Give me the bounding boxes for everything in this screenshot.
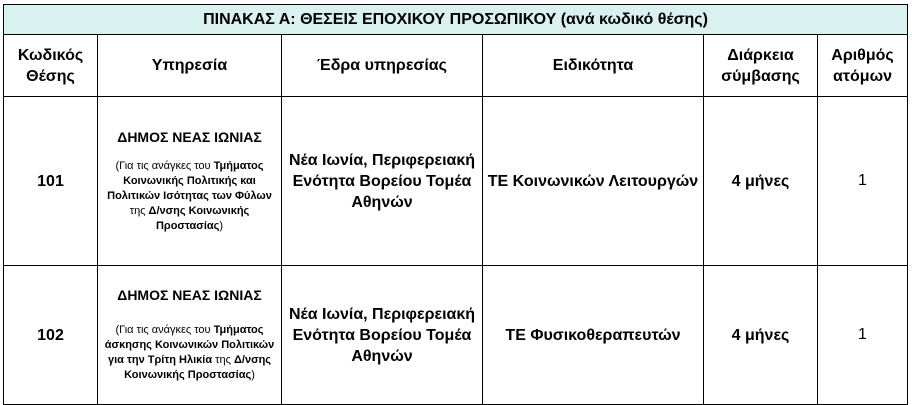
cell-service — [98, 97, 282, 266]
header-count: Αριθμός ατόμων — [818, 35, 908, 97]
cell-duration: 4 μήνες — [704, 266, 818, 405]
header-service: Υπηρεσία — [98, 35, 282, 97]
header-duration: Διάρκεια σύμβασης — [704, 35, 818, 97]
cell-count: 1 — [818, 266, 908, 405]
cell-duration: 4 μήνες — [704, 97, 818, 266]
cell-code: 101 — [4, 97, 98, 266]
service-title: ΔΗΜΟΣ ΝΕΑΣ ΙΩΝΙΑΣ — [117, 287, 262, 303]
service-note: (Για τις ανάγκες του Τμήματος άσκησης Κοινωνικών Πολιτικών για την Τρίτη Ηλικία της Δ/νσης Κοινωνικής Προστασίας) — [104, 324, 275, 381]
cell-seat: Νέα Ιωνία, Περιφερειακή Ενότητα Βορείου Τομέα Αθηνών — [282, 97, 483, 266]
service-title: ΔΗΜΟΣ ΝΕΑΣ ΙΩΝΙΑΣ — [117, 128, 262, 145]
cell-service — [98, 266, 282, 405]
header-seat: Έδρα υπηρεσίας — [282, 35, 483, 97]
header-specialty: Ειδικότητα — [483, 35, 704, 97]
table-row — [4, 97, 908, 266]
cell-specialty: ΤΕ Κοινωνικών Λειτουργών — [483, 97, 704, 266]
cell-code: 102 — [4, 266, 98, 405]
table-title: ΠΙΝΑΚΑΣ Α: ΘΕΣΕΙΣ ΕΠΟΧΙΚΟΥ ΠΡΟΣΩΠΙΚΟΥ (ανά κωδικό θέσης) — [4, 5, 908, 35]
service-note: (Για τις ανάγκες του Τμήματος Κοινωνικής Πολιτικής και Πολιτικών Ισότητας των Φύλων της Δ/νσης Κοινωνικής Προστασίας) — [107, 159, 272, 232]
positions-table — [3, 4, 908, 405]
header-code: Κωδικός Θέσης — [4, 35, 98, 97]
cell-count: 1 — [818, 97, 908, 266]
cell-seat: Νέα Ιωνία, Περιφερειακή Ενότητα Βορείου Τομέα Αθηνών — [282, 266, 483, 405]
cell-specialty: ΤΕ Φυσικοθεραπευτών — [483, 266, 704, 405]
table-row — [4, 266, 908, 405]
